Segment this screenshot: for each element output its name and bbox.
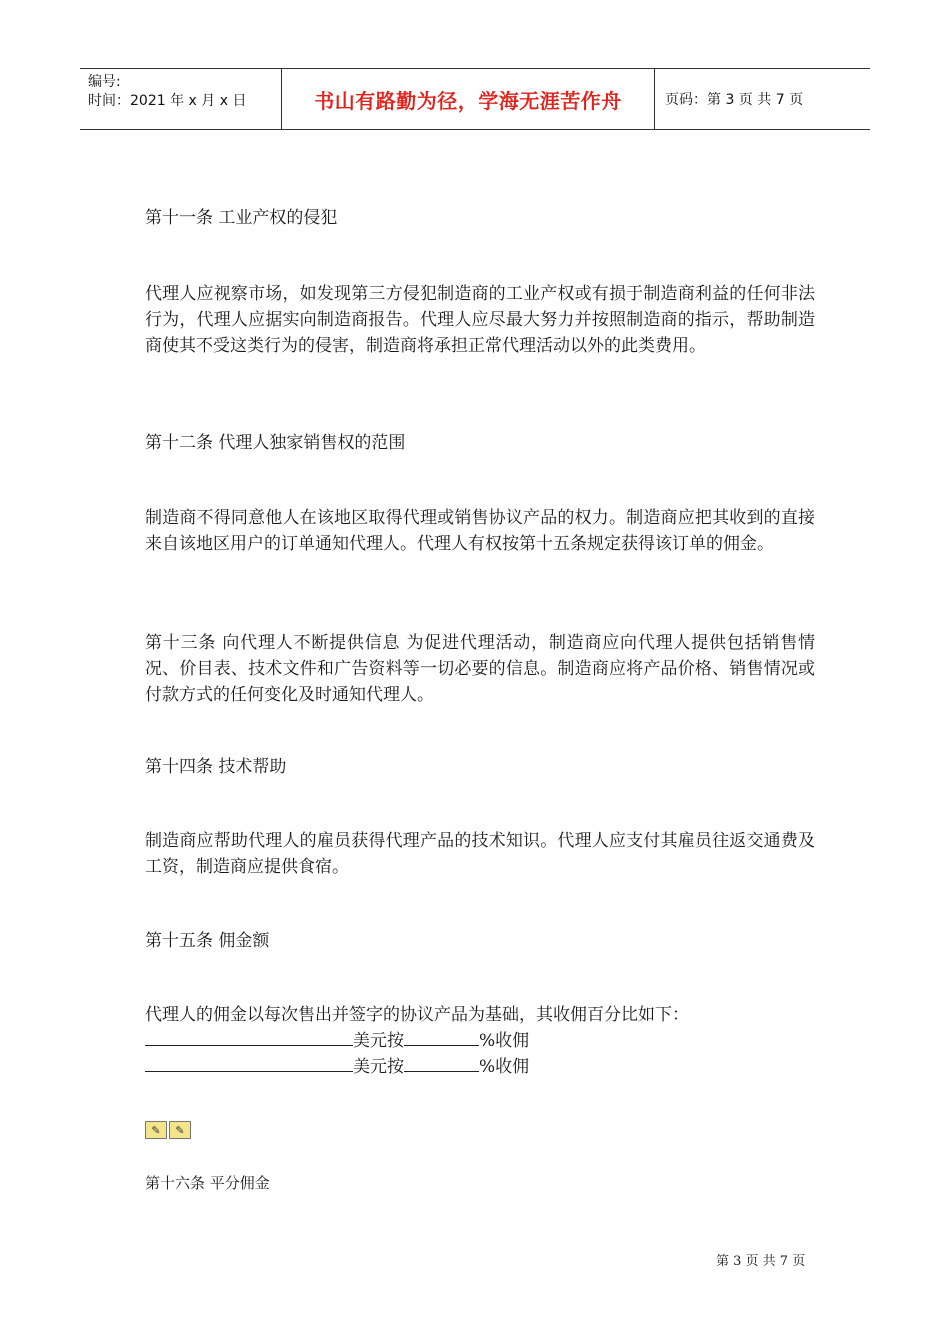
article-12-body: 制造商不得同意他人在该地区取得代理或销售协议产品的权力。制造商应把其收到的直接来自该地区用户的订单通知代理人。代理人有权按第十五条规定获得该订单的佣金。	[145, 508, 815, 554]
amount-blank[interactable]	[145, 1053, 353, 1072]
article-11-body: 代理人应视察市场，如发现第三方侵犯制造商的工业产权或有损于制造商利益的任何非法行为，代理人应据实向制造商报告。代理人应尽最大努力并按照制造商的指示，帮助制造商使其不受这类行为的侵害，制造商将承担正常代理活动以外的此类费用。	[145, 284, 815, 356]
article-12-title: 第十二条 代理人独家销售权的范围	[145, 433, 406, 453]
amount-blank[interactable]	[145, 1027, 353, 1046]
article-14-title: 第十四条 技术帮助	[145, 757, 287, 777]
commission-line-2	[145, 1053, 529, 1080]
article-11-title: 第十一条 工业产权的侵犯	[145, 208, 338, 228]
doc-date-label: 时间：2021 年 x 月 x 日	[88, 93, 247, 109]
header-motto: 书山有路勤为径，学海无涯苦作舟	[314, 88, 622, 113]
article-13-body: 第十三条 向代理人不断提供信息 为促进代理活动，制造商应向代理人提供包括销售情况、价目表、技术文件和广告资料等一切必要的信息。制造商应将产品价格、销售情况或付款方式的任何变化及时通知代理人。	[145, 633, 815, 705]
page-footer: 第 3 页 共 7 页	[716, 1254, 806, 1269]
article-15-body: 代理人的佣金以每次售出并签字的协议产品为基础，其收佣百分比如下：	[145, 1005, 689, 1025]
header-meta	[80, 69, 282, 129]
header-motto-cell	[282, 69, 655, 129]
header-page-label: 页码：第 3 页 共 7 页	[665, 92, 804, 108]
article-15-title: 第十五条 佣金额	[145, 931, 270, 951]
edit-icon[interactable]: ✎	[145, 1121, 167, 1139]
article-14-body: 制造商应帮助代理人的雇员获得代理产品的技术知识。代理人应支付其雇员往返交通费及工资，制造商应提供食宿。	[145, 831, 815, 877]
currency-label: 美元按	[353, 1057, 404, 1077]
rate-label: %收佣	[479, 1031, 530, 1051]
edit-icon[interactable]: ✎	[169, 1121, 191, 1139]
inline-icons	[145, 1121, 191, 1139]
article-16-title: 第十六条 平分佣金	[145, 1174, 270, 1192]
rate-blank[interactable]	[404, 1053, 479, 1072]
page-header	[80, 68, 870, 130]
doc-number-label: 编号:	[88, 74, 121, 90]
rate-blank[interactable]	[404, 1027, 479, 1046]
rate-label: %收佣	[479, 1057, 530, 1077]
commission-line-1	[145, 1027, 529, 1054]
currency-label: 美元按	[353, 1031, 404, 1051]
header-page-cell	[655, 69, 870, 129]
